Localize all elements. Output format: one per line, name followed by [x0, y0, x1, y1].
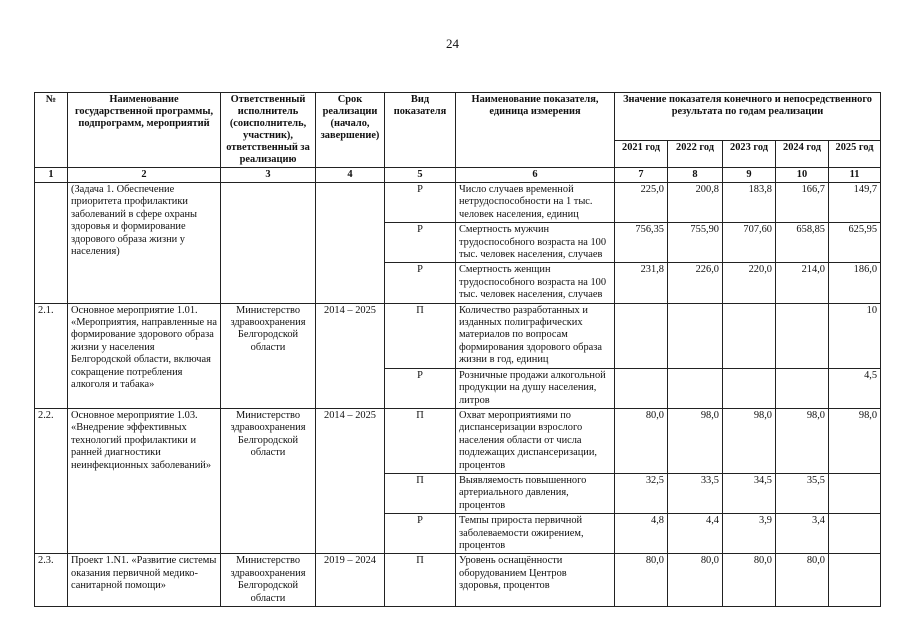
row-num: 2.2.: [35, 408, 68, 553]
row-value: 3,9: [723, 514, 776, 554]
row-term: 2014 – 2025: [316, 408, 385, 553]
row-value: 98,0: [668, 408, 723, 473]
row-value: 4,5: [829, 368, 881, 408]
row-value: 32,5: [615, 473, 668, 513]
row-value: 183,8: [723, 183, 776, 223]
row-value: 33,5: [668, 473, 723, 513]
row-value: 80,0: [615, 554, 668, 607]
row-value: [615, 303, 668, 368]
row-value: [829, 514, 881, 554]
row-type: Р: [385, 263, 456, 303]
row-value: 80,0: [668, 554, 723, 607]
row-value: [829, 473, 881, 513]
header-indicator: Наименование показателя, единица измерения: [456, 93, 615, 168]
row-value: [668, 368, 723, 408]
table-row: [35, 408, 881, 473]
row-term: [316, 183, 385, 304]
row-value: 707,60: [723, 223, 776, 263]
column-number: 7: [615, 168, 668, 183]
row-value: [829, 554, 881, 607]
row-indicator: Число случаев временной нетрудоспособности на 1 тыс. человек населения, единиц: [456, 183, 615, 223]
row-num: 2.1.: [35, 303, 68, 408]
header-year: 2022 год: [668, 141, 723, 168]
row-value: 214,0: [776, 263, 829, 303]
row-value: 755,90: [668, 223, 723, 263]
row-value: 4,4: [668, 514, 723, 554]
header-year: 2023 год: [723, 141, 776, 168]
row-value: 10: [829, 303, 881, 368]
row-num: 2.3.: [35, 554, 68, 607]
row-type: П: [385, 303, 456, 368]
row-type: П: [385, 554, 456, 607]
row-type: Р: [385, 223, 456, 263]
row-indicator: Смертность женщин трудоспособного возраста на 100 тыс. человек населения, случаев: [456, 263, 615, 303]
row-indicator: Выявляемость повышенного артериального давления, процентов: [456, 473, 615, 513]
row-value: 625,95: [829, 223, 881, 263]
row-name: Основное мероприятие 1.01. «Мероприятия, направленные на формирование здорового образа жизни у населения Белгородской области, включая сокращение потребления алкоголя и табака»: [68, 303, 221, 408]
row-indicator: Темпы прироста первичной заболеваемости ожирением, процентов: [456, 514, 615, 554]
row-term: 2014 – 2025: [316, 303, 385, 408]
row-value: 658,85: [776, 223, 829, 263]
row-value: [668, 303, 723, 368]
row-responsible: Министерство здравоохранения Белгородской области: [221, 408, 316, 553]
row-type: Р: [385, 514, 456, 554]
row-value: [776, 303, 829, 368]
row-value: 80,0: [615, 408, 668, 473]
row-indicator: Охват мероприятиями по диспансеризации взрослого населения области от числа подлежащих диспансеризации, процентов: [456, 408, 615, 473]
row-term: 2019 – 2024: [316, 554, 385, 607]
page-number: 24: [446, 36, 459, 51]
row-value: 226,0: [668, 263, 723, 303]
column-number: 6: [456, 168, 615, 183]
header-row: [35, 93, 881, 141]
column-number: 3: [221, 168, 316, 183]
column-number: 9: [723, 168, 776, 183]
row-value: 149,7: [829, 183, 881, 223]
header-type: Вид показателя: [385, 93, 456, 168]
row-value: 756,35: [615, 223, 668, 263]
row-value: 220,0: [723, 263, 776, 303]
header-values-group: Значение показателя конечного и непосредственного результата по годам реализации: [615, 93, 881, 141]
header-name: Наименование государственной программы, подпрограмм, мероприятий: [68, 93, 221, 168]
row-type: П: [385, 473, 456, 513]
row-type: Р: [385, 368, 456, 408]
table-row: [35, 183, 881, 223]
header-num: №: [35, 93, 68, 168]
row-value: 98,0: [829, 408, 881, 473]
header-responsible: Ответственный исполнитель (соисполнитель, участник), ответственный за реализацию: [221, 93, 316, 168]
row-name: (Задача 1. Обеспечение приоритета профилактики заболеваний в сфере охраны здоровья и формирование здорового образа жизни у населения): [68, 183, 221, 304]
row-value: 186,0: [829, 263, 881, 303]
row-indicator: Количество разработанных и изданных полиграфических материалов по вопросам формирования здорового образа жизни в год, единиц: [456, 303, 615, 368]
table-row: [35, 303, 881, 368]
program-indicators-table: [34, 92, 881, 607]
column-number: 4: [316, 168, 385, 183]
column-number: 5: [385, 168, 456, 183]
row-responsible: Министерство здравоохранения Белгородской области: [221, 554, 316, 607]
row-value: 98,0: [776, 408, 829, 473]
row-indicator: Смертность мужчин трудоспособного возраста на 100 тыс. человек населения, случаев: [456, 223, 615, 263]
row-num: [35, 183, 68, 304]
table-row: [35, 554, 881, 607]
row-type: П: [385, 408, 456, 473]
column-number: 8: [668, 168, 723, 183]
header-year: 2021 год: [615, 141, 668, 168]
row-name: Основное мероприятие 1.03. «Внедрение эффективных технологий профилактики и ранней диагностики неинфекционных заболеваний»: [68, 408, 221, 553]
row-name: Проект 1.N1. «Развитие системы оказания первичной медико-санитарной помощи»: [68, 554, 221, 607]
column-number: 11: [829, 168, 881, 183]
row-value: [776, 368, 829, 408]
row-responsible: [221, 183, 316, 304]
row-value: 98,0: [723, 408, 776, 473]
row-value: [723, 303, 776, 368]
column-number: 1: [35, 168, 68, 183]
row-value: 80,0: [776, 554, 829, 607]
row-value: 166,7: [776, 183, 829, 223]
header-year: 2025 год: [829, 141, 881, 168]
row-value: 225,0: [615, 183, 668, 223]
row-value: [723, 368, 776, 408]
column-number-row: [35, 168, 881, 183]
row-value: 200,8: [668, 183, 723, 223]
header-year: 2024 год: [776, 141, 829, 168]
row-value: 231,8: [615, 263, 668, 303]
row-type: Р: [385, 183, 456, 223]
row-value: 4,8: [615, 514, 668, 554]
header-term: Срок реализации (начало, завершение): [316, 93, 385, 168]
row-value: 35,5: [776, 473, 829, 513]
row-value: [615, 368, 668, 408]
row-value: 3,4: [776, 514, 829, 554]
column-number: 2: [68, 168, 221, 183]
row-value: 80,0: [723, 554, 776, 607]
row-responsible: Министерство здравоохранения Белгородской области: [221, 303, 316, 408]
row-indicator: Розничные продажи алкогольной продукции на душу населения, литров: [456, 368, 615, 408]
row-value: 34,5: [723, 473, 776, 513]
column-number: 10: [776, 168, 829, 183]
row-indicator: Уровень оснащённости оборудованием Центров здоровья, процентов: [456, 554, 615, 607]
